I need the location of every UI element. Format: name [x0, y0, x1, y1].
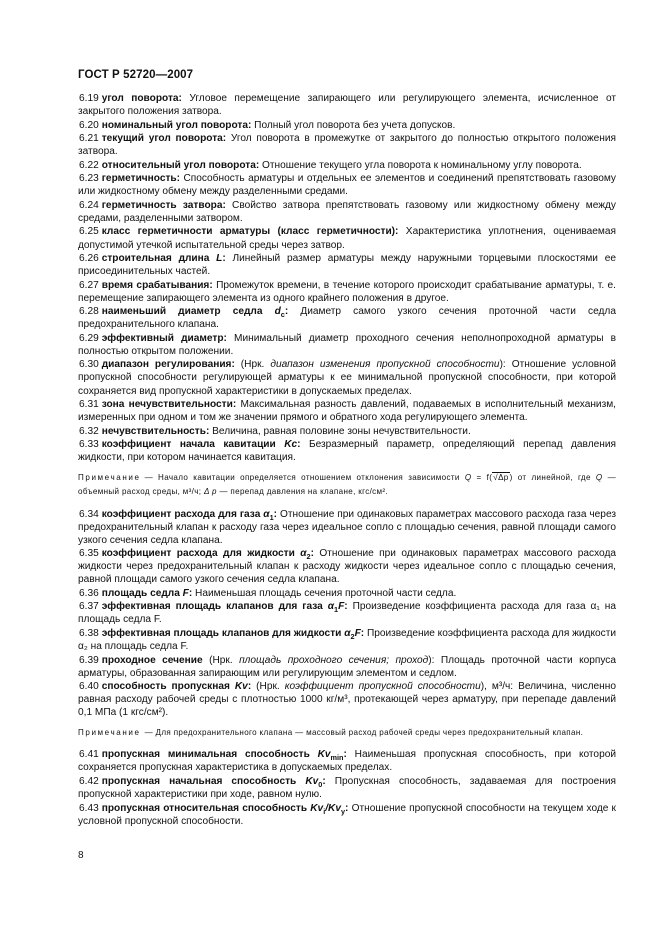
term-entry	[78, 358, 616, 397]
term-entry	[78, 332, 616, 358]
term-symbol-subscript: 1	[269, 512, 274, 522]
term-symbol-2-subscript: y	[340, 806, 346, 816]
term-name-colon: :	[344, 601, 348, 613]
term-entry	[78, 600, 616, 626]
term-entry	[78, 225, 616, 251]
term-def-prefix: (Нрк.	[234, 359, 265, 371]
term-name	[102, 93, 182, 104]
note-text-c: ) от линейной, где	[509, 473, 591, 483]
term-entry	[78, 252, 616, 278]
term-name	[102, 160, 260, 171]
term-entry	[78, 654, 616, 680]
term-symbol: d	[274, 306, 281, 318]
term-entry	[78, 587, 616, 600]
term-number: 6.32	[79, 425, 99, 437]
term-name	[102, 681, 251, 692]
page-number: 8	[78, 850, 84, 861]
term-symbol-subscript: i	[323, 806, 326, 816]
note-sqrt-arg: Δp	[498, 473, 509, 483]
note-symbol-q2: Q	[595, 473, 603, 483]
term-symbol-subscript: min	[330, 753, 344, 763]
term-number: 6.19	[79, 93, 99, 104]
term-name-colon: :	[247, 681, 252, 693]
term-entry	[78, 279, 616, 305]
term-symbol: Kc	[284, 439, 298, 451]
note-label: Примечание	[78, 728, 141, 738]
term-definition: Безразмерный параметр, определяющий перепад давления жидкости, при котором начинается кавитация.	[78, 439, 616, 464]
term-name-text: эффективный диаметр:	[101, 332, 227, 344]
term-name	[102, 426, 210, 437]
term-entry	[78, 159, 616, 172]
term-definition: Наименьшая площадь сечения проточной части седла.	[192, 587, 457, 599]
term-symbol: α	[344, 627, 351, 639]
term-name-text: строительная длина	[101, 253, 210, 265]
term-number: 6.26	[79, 253, 99, 265]
note-safety-valve	[78, 726, 616, 740]
term-name	[102, 359, 235, 370]
term-number: 6.39	[79, 654, 99, 666]
term-definition: ): Площадь проточной части корпуса арматуры, образованная запирающим или регулирующим элементом и седлом.	[78, 654, 616, 679]
term-symbol: L	[216, 253, 223, 265]
note-sqrt: √Δp	[493, 473, 509, 483]
term-definition: Способность арматуры и отдельных ее элементов и соединений препятствовать газовому или жидкостному обмену между разделенными средами.	[78, 173, 616, 198]
note-symbol-dp: Δ p	[203, 487, 217, 497]
term-number: 6.36	[79, 587, 99, 599]
term-name-colon: :	[322, 775, 326, 787]
term-definition: Произведение коэффициента расхода для газа α₁ на площадь седла F.	[78, 601, 616, 626]
term-definition: Характеристика уплотнения, оцениваемая допустимой утечкой испытательной среды через затвор.	[78, 226, 617, 251]
term-definition: ), м³/ч: Величина, численно равная расходу рабочей среды с плотностью 1000 кг/м³, протекающей через арматуру, при перепаде давлений 0,1 МПа (1 кгс/см²).	[78, 681, 616, 719]
term-entry	[78, 172, 616, 198]
term-number: 6.21	[79, 133, 99, 145]
term-entry	[78, 438, 616, 464]
term-symbol-subscript: 1	[334, 605, 339, 615]
term-name	[102, 173, 180, 184]
note-text-e: — объемный расход среды, м³/ч;	[78, 473, 617, 497]
term-number: 6.37	[79, 601, 99, 613]
term-name-text: коэффициент расхода для газа	[101, 508, 261, 520]
term-name-text: эффективная площадь клапанов для жидкости	[101, 627, 342, 639]
term-entry	[78, 119, 616, 132]
term-definition: Полный угол поворота без учета допусков.	[251, 119, 456, 131]
term-symbol: α	[300, 548, 307, 560]
document-header: ГОСТ Р 52720—2007	[78, 69, 194, 81]
term-definition: Максимальная разность давлений, подаваемых в исполнительный механизм, измеренных при одном и том же значении прямого и обратного хода регулирующего элемента.	[78, 399, 616, 424]
term-name-text: относительный угол поворота:	[101, 159, 260, 171]
term-definition: ): Отношение условной пропускной способности регулирующей арматуры к ее минимальной пропускной способности, при которой сохраняется вид пропускной характеристики в допускаемых пределах.	[78, 359, 616, 397]
term-def-italic: коэффициент пропускной способности	[284, 681, 481, 693]
term-name-text: нечувствительность:	[101, 425, 210, 437]
terms-block-3	[78, 748, 616, 827]
term-definition: Отношение текущего угла поворота к номинальному углу поворота.	[259, 159, 582, 171]
term-name	[101, 306, 289, 320]
term-name-text: коэффициент расхода для жидкости	[101, 548, 295, 560]
term-name-text: угол поворота:	[101, 93, 182, 104]
term-entry	[78, 132, 616, 158]
term-name-text: пропускная относительная способность	[101, 802, 308, 814]
term-def-italic: площадь проходного сечения; проход	[239, 654, 429, 666]
term-number: 6.34	[79, 508, 99, 520]
term-definition: Линейный размер арматуры между наружными торцевыми плоскостями ее присоединительных частей.	[78, 253, 616, 278]
term-name-text: герметичность:	[101, 173, 181, 185]
term-number: 6.42	[79, 775, 99, 787]
term-name	[102, 776, 326, 787]
term-entry	[78, 627, 616, 653]
term-name-text: класс герметичности арматуры (класс герметичности):	[101, 226, 399, 238]
term-name-text: текущий угол поворота:	[101, 133, 227, 145]
term-name	[101, 749, 347, 763]
term-name-text: диапазон регулирования:	[101, 359, 235, 371]
term-name	[102, 509, 277, 520]
term-number: 6.22	[79, 159, 99, 171]
term-definition: Величина, равная половине зоны нечувствительности.	[209, 425, 471, 437]
term-symbol-subscript: 2	[306, 552, 311, 562]
term-name	[102, 655, 203, 666]
term-number: 6.28	[79, 306, 99, 318]
term-number: 6.27	[79, 279, 99, 291]
term-definition: Отношение при одинаковых параметрах массового расхода жидкости через предохранительный клапан к расходу жидкости через идеальное сопло с площадью сечения, равной площади самого узкого сечения седла клапана.	[78, 548, 616, 586]
term-name	[102, 133, 226, 144]
term-name-colon: :	[284, 306, 289, 318]
term-name-text: номинальный угол поворота:	[101, 119, 252, 131]
note-label: Примечание	[78, 473, 141, 483]
term-name-text: площадь седла	[101, 587, 180, 599]
term-definition: Угол поворота в промежутке от закрытого до полностью открытого положения затвора.	[78, 133, 616, 158]
term-name-colon: :	[343, 749, 347, 761]
term-definition: Промежуток времени, в течение которого происходит срабатывание арматуры, т. е. перемещение запирающего элемента из одного крайнего положения в другое.	[78, 279, 616, 304]
term-definition: Произведение коэффициента расхода для жидкости α₂ на площадь седла F.	[78, 627, 616, 652]
term-definition: Свойство затвора препятствовать газовому или жидкостному обмену между средами, разделенными затвором.	[78, 199, 616, 224]
term-definition: Наименьшая пропускная способность, при которой сохраняется пропускная характеристика в допускаемых пределах.	[78, 749, 616, 774]
term-symbol-2: /Kv	[325, 802, 341, 814]
term-definition: Минимальный диаметр проходного сечения неполнопроходной арматуры в полностью открытом положении.	[78, 332, 616, 357]
term-number: 6.30	[79, 359, 99, 371]
term-number: 6.38	[79, 627, 99, 639]
term-symbol: α	[327, 601, 335, 613]
term-name	[102, 280, 213, 291]
term-name-text: герметичность затвора:	[101, 199, 226, 211]
term-name-text: коэффициент начала кавитации	[101, 439, 276, 451]
term-symbol-2: F	[354, 627, 361, 639]
term-name-text: время срабатывания:	[101, 279, 213, 291]
term-entry	[78, 199, 616, 225]
term-symbol: α	[263, 508, 270, 520]
term-definition: Отношение пропускной способности на текущем ходе к условной пропускной способности.	[78, 802, 616, 827]
term-entry	[78, 305, 616, 331]
term-definition: Диаметр самого узкого сечения проточной части седла предохранительного клапана.	[78, 306, 616, 331]
term-definition: Угловое перемещение запирающего или регулирующего элемента, исчисленное от закрытого положения затвора.	[78, 93, 616, 118]
term-number: 6.35	[79, 548, 99, 560]
term-name-colon: :	[345, 802, 349, 814]
terms-block-1	[78, 92, 616, 464]
term-number: 6.41	[79, 749, 99, 761]
document-body	[78, 92, 616, 828]
term-name	[102, 803, 349, 814]
term-symbol-subscript: c	[280, 310, 285, 320]
term-name-text: зона нечувствительности:	[101, 399, 237, 411]
term-entry	[78, 398, 616, 424]
term-entry	[78, 775, 616, 801]
term-name-text: пропускная минимальная способность	[101, 749, 310, 761]
term-name	[102, 399, 237, 410]
note-symbol-q: Q	[464, 473, 472, 483]
term-name-colon: :	[297, 439, 301, 451]
term-name	[102, 226, 399, 237]
term-number: 6.25	[79, 226, 99, 238]
term-def-italic: диапазон изменения пропускной способности	[270, 359, 500, 371]
term-name	[101, 548, 314, 562]
term-symbol: Kv	[234, 681, 248, 693]
term-name-colon: :	[273, 508, 278, 520]
term-symbol: Kv	[305, 775, 319, 787]
term-symbol: Kv	[317, 749, 331, 761]
term-number: 6.31	[79, 399, 99, 411]
term-name	[102, 628, 364, 639]
term-entry	[78, 748, 616, 774]
term-name	[102, 120, 252, 131]
term-number: 6.43	[79, 802, 99, 814]
term-name	[102, 439, 301, 450]
term-entry	[78, 680, 616, 719]
term-name-text: эффективная площадь клапанов для газа	[101, 601, 323, 613]
term-name	[101, 601, 348, 615]
term-symbol-subscript: 0	[318, 779, 323, 789]
term-number: 6.23	[79, 173, 99, 185]
term-entry	[78, 802, 616, 828]
term-symbol: F	[182, 587, 189, 599]
term-symbol-subscript: 2	[350, 631, 355, 641]
term-name-colon: :	[188, 587, 193, 599]
term-def-prefix: (Нрк.	[251, 681, 280, 693]
note-cavitation	[78, 471, 616, 499]
term-name	[102, 253, 226, 264]
term-def-prefix: (Нрк.	[202, 654, 233, 666]
term-definition: Пропускная способность, задаваемая для построения пропускной характеристики при ходе, равном нулю.	[78, 775, 616, 800]
term-entry	[78, 92, 616, 118]
term-name-colon: :	[222, 253, 226, 265]
term-name-text: наименьший диаметр седла	[101, 306, 263, 318]
note-text-g: — перепад давления на клапане, кгс/см².	[219, 487, 389, 497]
term-entry	[78, 547, 616, 586]
term-name-colon: :	[360, 627, 365, 639]
note-text-b: = f(	[476, 473, 493, 483]
note-text: — Для предохранительного клапана — массовый расход рабочей среды через предохранительный клапан.	[144, 728, 584, 738]
term-symbol: Kv	[310, 802, 324, 814]
term-definition: Отношение при одинаковых параметрах массового расхода газа через предохранительный клапан к расходу газа через идеальное сопло с площадью сечения, равной площади самого узкого сечения седла клапана.	[78, 508, 616, 546]
term-name	[102, 333, 227, 344]
term-number: 6.29	[79, 332, 99, 344]
term-number: 6.20	[79, 119, 99, 131]
term-number: 6.40	[79, 681, 99, 693]
term-number: 6.24	[79, 199, 99, 211]
term-entry	[78, 508, 616, 547]
term-name-colon: :	[310, 548, 314, 560]
term-name-text: способность пропускная	[101, 681, 230, 693]
term-symbol-2: F	[338, 601, 345, 613]
terms-block-2	[78, 508, 616, 720]
term-name-text: проходное сечение	[101, 654, 203, 666]
term-name-text: пропускная начальная способность	[101, 775, 297, 787]
term-name	[102, 200, 226, 211]
term-name	[102, 588, 193, 599]
term-entry	[78, 425, 616, 438]
term-number: 6.33	[79, 439, 99, 451]
note-text-a: — Начало кавитации определяется отношением отклонения зависимости	[144, 473, 460, 483]
